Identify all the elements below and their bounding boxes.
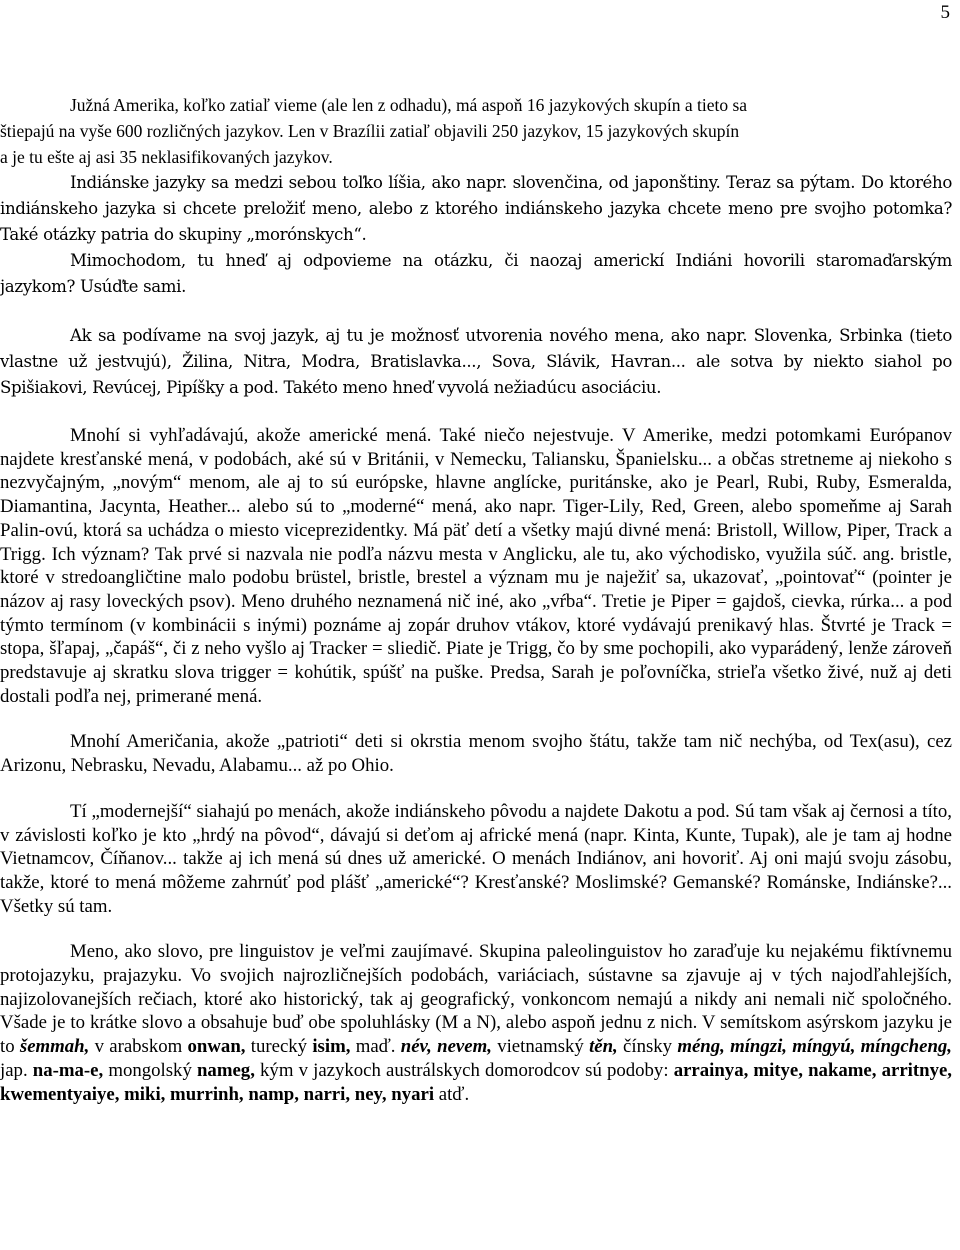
paragraph-hungarian-question — [0, 248, 952, 300]
p8-text-arabic: v arabskom — [89, 1036, 188, 1058]
word-hungarian: név, nevem, — [400, 1036, 492, 1058]
word-assyrian: šemmah, — [19, 1036, 90, 1058]
paragraph-patriots — [0, 730, 952, 777]
p1-line3: a je tu ešte aj asi 35 neklasifikovaných jazykov. — [0, 147, 333, 167]
p8-text-australian: kým v jazykoch austrálskych domorodcov sú podoby: — [254, 1059, 674, 1081]
document-body — [0, 92, 952, 1106]
page-number: 5 — [940, 2, 950, 23]
p2-line1: Indiánske jazyky sa medzi sebou toľko líšia, ako napr. slovenčina, od japonštiny. Teraz sa pýtam. — [70, 173, 856, 192]
paragraph-indian-languages — [0, 170, 952, 248]
p8-text-mongolian: mongolský — [103, 1059, 197, 1081]
p8-text-hungarian: maď. — [350, 1036, 401, 1058]
p1-line2: štiepajú na vyše 600 rozličných jazykov. Len v Brazílii zatiaľ objavili 250 jazykov, 15 jazykových skupín — [0, 121, 740, 141]
word-arabic: onwan, — [187, 1036, 246, 1058]
words-australian: arrainya, mitye, nakame, arritnye, kwementyaiye, miki, murrinh, namp, narri, ney, nyari — [0, 1059, 952, 1105]
p8-text-vietnamese: vietnamský — [491, 1036, 590, 1058]
p2-line2: Do ktorého indiánskeho jazyka si chcete preložiť meno, alebo z ktorého indiánskeho jazyka chcete meno pre svojho potomka? Také otázky patria do skupiny „morónskych“. — [0, 173, 952, 244]
word-chinese: méng, míngzi, míngyú, míngcheng, — [677, 1036, 952, 1058]
paragraph-south-america — [0, 92, 952, 170]
p8-text-end: atď. — [434, 1083, 470, 1105]
p7-text: Tí „modernejší“ siahajú po menách, akože indiánskeho pôvodu a najdete Dakotu a pod. Sú tam však aj černosi a títo, v závislosti koľko je kto „hrdý na pôvod“, dávajú si deťom aj africké mená (napr. Kinta, Kunte, Tupak), ale je tam aj hodne Vietnamcov, Číňanov... takže aj ich mená sú dnes už americké. O menách Indiánov, ani hovoriť. Aj oni majú svoju zásobu, takže, ktoré to mená môžeme zahrnúť pod plášť „americké“? Kresťanské? Moslimské? Gemanské? Románske, Indiánske?... Všetky sú tam. — [0, 800, 952, 917]
p6-text: Mnohí Američania, akože „patrioti“ deti si okrstia menom svojho štátu, takže tam nič nechýba, od Tex(asu), cez Arizonu, Nebrasku, Nevadu, Alabamu... až po Ohio. — [0, 731, 952, 777]
p3-text: Mimochodom, tu hneď aj odpovieme na otázku, či naozaj americkí Indiáni hovorili staromaďarským jazykom? Usúďte sami. — [0, 251, 952, 296]
p8-text-chinese: čínsky — [617, 1036, 678, 1058]
p8-text-japanese: jap. — [0, 1059, 28, 1081]
p4-text: Ak sa podívame na svoj jazyk, aj tu je možnosť utvorenia nového mena, ako napr. Slovenka, Srbinka (tieto vlastne už jestvujú), Žilina, Nitra, Modra, Bratislavka..., Sova, Slávik, Havran... ale sotva by niekto siahol po Spišiakovi, Revúcej, Pipíšky a pod. Takéto meno hneď vyvolá nežiadúcu asociáciu. — [0, 326, 952, 397]
word-turkish: isim, — [312, 1036, 351, 1058]
p8-text-turkish: turecký — [245, 1036, 313, 1058]
word-mongolian: nameg, — [196, 1059, 255, 1081]
p1-line1: Južná Amerika, koľko zatiaľ vieme (ale len z odhadu), má aspoň 16 jazykových skupín a tieto sa — [70, 95, 748, 115]
paragraph-modern-names — [0, 800, 952, 919]
paragraph-own-language — [0, 323, 952, 401]
p5-text: Mnohí si vyhľadávajú, akože americké mená. Také niečo nejestvuje. V Amerike, medzi potomkami Európanov najdete kresťanské mená, v podobách, aké sú v Británii, v Nemecku, Taliansku, Španielsku... a občas stretneme aj niekoho s nezvyčajným, „novým“ menom, ale aj to sú európske, hlavne anglícke, puritánske, ako je Pearl, Rubi, Ruby, Esmeralda, Diamantina, Jacynta, Heather... alebo sú to „moderné“ mená, ako napr. Tiger-Lily, Red, Green, alebo spomeňme aj Sarah Palin-ovú, ktorá sa uchádza o miesto viceprezidentky. Má päť detí a všetky majú divné mená: Bristoll, Willow, Piper, Track a Trigg. Ich význam? Tak prvé si nazvala nie podľa názvu mesta v Anglicku, ale tu, ako východisko, využila súč. ang. bristle, ktoré v stredoangličtine malo podobu brüstel, bristle, brestel a význam mu je naježiť sa, ukazovať, „pointovať“ (pointer je názov aj rasy loveckých psov). Meno druhého neznamená nič iné, ako „vŕba“. Tretie je Piper = gajdoš, cievka, rúrka... a pod týmto termínom (v kombinácii s inými) poznáme aj zopár druhov vtákov, ktoré vydávajú prenikavý hlas. Štvrté je Track = stopa, šľapaj, „čapáš“, či z neho vyšlo aj Tracker = sliedič. Piate je Trigg, čo by sme pochopili, ako vyparádený, lenže zároveň predstavuje aj skratku slova trigger = kohútik, spúšť na puške. Predsa, Sarah je poľovníčka, strieľa všetko živé, nuž aj deti dostali podľa nej, primerané mená. — [0, 425, 952, 707]
word-vietnamese: těn, — [589, 1036, 618, 1058]
paragraph-linguists — [0, 940, 952, 1106]
word-japanese: na-ma-e, — [32, 1059, 104, 1081]
paragraph-american-names — [0, 424, 952, 708]
p8-intro: Meno, ako slovo, pre linguistov je veľmi zaujímavé. Skupina paleolinguistov ho zaraďuje ku nejakému fiktívnemu protojazyku, prajazyku. Vo svojich najrozličnejších podobách, variáciach, sústavne sa zjavuje aj v tých najodľahlejších, najizolovanejších rečiach, ktoré ako historický, tak aj geografický, vonkoncom nemajú a nikdy ani nemali nič spoločného. Všade je to krátke slovo a obsahuje buď obe spoluhlásky (M a N), alebo aspoň jednu z nich. V semítskom asýrskom jazyku je to — [0, 941, 952, 1058]
